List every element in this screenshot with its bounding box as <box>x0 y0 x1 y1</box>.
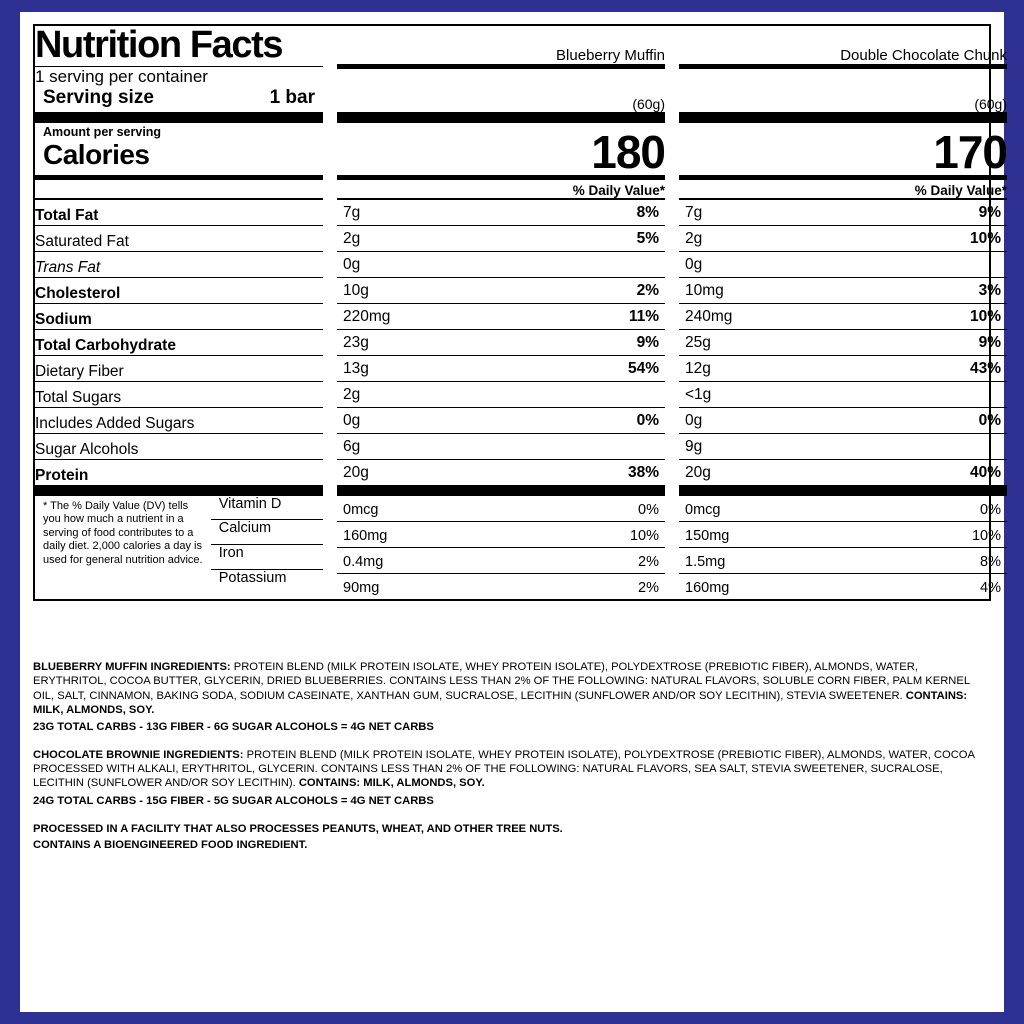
nutrient-amount: <1g <box>685 385 712 403</box>
table-row <box>35 355 1007 381</box>
nutrient-name: Protein <box>35 459 323 490</box>
vitamin-dv: 10% <box>629 527 659 544</box>
nutrient-dv: 9% <box>978 203 1001 221</box>
servings-per-container: 1 serving per container <box>35 66 323 87</box>
vitamin-amount: 160mg <box>685 579 730 596</box>
nutrient-values-2 <box>679 251 1007 277</box>
nutrient-dv: 54% <box>627 359 659 377</box>
vitamin-dv: 2% <box>638 579 659 596</box>
ingredients-heading: BLUEBERRY MUFFIN INGREDIENTS: <box>33 661 231 673</box>
column-name-2: Double Chocolate Chunk <box>679 26 1007 66</box>
ingredients-section <box>33 660 991 853</box>
vitamin-amount: 0mcg <box>685 501 721 518</box>
nutrient-values-1 <box>337 381 665 407</box>
nutrient-amount: 0g <box>685 411 703 429</box>
column-weight-2: (60g) <box>679 87 1007 118</box>
nutrient-values-1 <box>337 433 665 459</box>
nutrient-dv: 9% <box>978 333 1001 351</box>
nutrient-values-1 <box>337 329 665 355</box>
vitamin-dv: 4% <box>980 579 1001 596</box>
vitamin-dv: 10% <box>971 527 1001 544</box>
table-row <box>35 381 1007 407</box>
vitamin-values-1 <box>337 521 665 547</box>
table-row <box>35 407 1007 433</box>
ingredients-blueberry <box>33 660 991 735</box>
table-row <box>35 459 1007 490</box>
title-row <box>35 26 1007 66</box>
serving-size <box>35 87 323 118</box>
nutrient-name: Dietary Fiber <box>35 355 323 381</box>
nutrient-dv: 43% <box>969 359 1001 377</box>
nutrient-amount: 0g <box>685 255 703 273</box>
nutrient-dv: 2% <box>636 281 659 299</box>
daily-value-footnote <box>35 496 211 595</box>
nutrient-amount: 7g <box>685 203 703 221</box>
nutrient-amount: 20g <box>343 463 369 481</box>
nutrient-name: Total Fat <box>35 199 323 226</box>
table-row <box>35 303 1007 329</box>
column-name-1: Blueberry Muffin <box>337 26 665 66</box>
vitamin-values-2 <box>679 547 1007 573</box>
vitamin-name: Potassium <box>218 569 287 586</box>
nutrient-name: Total Carbohydrate <box>35 329 323 355</box>
column-weight-1: (60g) <box>337 87 665 118</box>
vitamin-amount: 0mcg <box>343 501 379 518</box>
nutrient-dv: 40% <box>969 463 1001 481</box>
nutrient-dv: 0% <box>636 411 659 429</box>
nutrient-values-2 <box>679 433 1007 459</box>
facility-disclaimer: PROCESSED IN A FACILITY THAT ALSO PROCESSES PEANUTS, WHEAT, AND OTHER TREE NUTS. <box>33 822 563 835</box>
label-card <box>20 12 1007 1012</box>
table-row <box>35 277 1007 303</box>
nutrient-name: Trans Fat <box>35 251 323 277</box>
table-row <box>35 329 1007 355</box>
nutrition-facts-table <box>35 26 1007 599</box>
vitamin-values-2 <box>679 490 1007 521</box>
nutrient-name: Total Sugars <box>35 381 323 407</box>
nutrient-amount: 23g <box>343 333 369 351</box>
nutrient-name: Sugar Alcohols <box>35 433 323 459</box>
nutrient-amount: 20g <box>685 463 711 481</box>
table-row <box>35 433 1007 459</box>
spacer-cell <box>679 66 1007 87</box>
nutrient-amount: 25g <box>685 333 711 351</box>
nutrient-values-2 <box>679 381 1007 407</box>
vitamin-name: Vitamin D <box>211 496 323 520</box>
vitamin-values-2 <box>679 573 1007 599</box>
nutrient-dv: 10% <box>969 229 1001 247</box>
nutrient-values-2 <box>679 355 1007 381</box>
nutrient-values-1 <box>337 199 665 226</box>
nutrient-amount: 240mg <box>685 307 733 325</box>
table-row <box>35 490 1007 521</box>
footnote-text: The % Daily Value (DV) tells you how much a nutrient in a serving of food contributes to a daily diet. 2,000 calories a day is used for general nutrition advice. <box>43 499 203 566</box>
servings-row <box>35 66 1007 87</box>
nutrient-amount: 220mg <box>343 307 391 325</box>
allergen-statement: CONTAINS: MILK, ALMONDS, SOY. <box>298 777 485 790</box>
table-row <box>35 225 1007 251</box>
nutrient-dv: 10% <box>969 307 1001 325</box>
vitamin-amount: 90mg <box>343 579 380 596</box>
bioengineered-disclaimer: CONTAINS A BIOENGINEERED FOOD INGREDIENT. <box>33 839 308 852</box>
nutrient-values-2 <box>679 277 1007 303</box>
page-title: Nutrition Facts <box>35 24 283 66</box>
net-carbs-line: 24G TOTAL CARBS - 15G FIBER - 5G SUGAR ALCOHOLS = 4G NET CARBS <box>33 794 434 807</box>
nutrient-amount: 12g <box>685 359 711 377</box>
daily-value-header-1: % Daily Value* <box>337 177 665 199</box>
footnote-and-vitamin-names <box>35 490 323 599</box>
table-row <box>35 199 1007 226</box>
calories-label: Calories <box>43 138 150 170</box>
vitamin-dv: 2% <box>638 553 659 570</box>
spacer-cell <box>337 66 665 87</box>
nutrient-name: Includes Added Sugars <box>35 407 323 433</box>
nutrient-dv: 8% <box>636 203 659 221</box>
nutrient-values-2 <box>679 303 1007 329</box>
allergen-statement: CONTAINS: MILK, ALMONDS, SOY. <box>33 689 968 716</box>
nutrient-dv: 0% <box>978 411 1001 429</box>
ingredients-chocolate <box>33 748 991 808</box>
daily-value-header-2: % Daily Value* <box>679 177 1007 199</box>
nutrient-amount: 2g <box>343 229 361 247</box>
daily-value-header-row <box>35 177 1007 199</box>
serving-size-row <box>35 87 1007 118</box>
calories-value-2: 170 <box>679 117 1007 177</box>
nutrient-dv: 5% <box>636 229 659 247</box>
table-row <box>35 251 1007 277</box>
nutrient-name: Saturated Fat <box>35 225 323 251</box>
serving-size-label: Serving size <box>43 86 154 108</box>
nutrient-amount: 2g <box>685 229 703 247</box>
nutrient-amount: 0g <box>343 411 361 429</box>
nutrient-amount: 10mg <box>685 281 724 299</box>
nutrition-facts-panel <box>33 24 1007 601</box>
nutrient-values-1 <box>337 459 665 490</box>
amount-per-serving: Amount per serving <box>43 124 162 139</box>
spacer-cell <box>35 177 323 199</box>
nutrient-values-1 <box>337 355 665 381</box>
ingredients-body: PROTEIN BLEND (MILK PROTEIN ISOLATE, WHEY PROTEIN ISOLATE), POLYDEXTROSE (PREBIOTIC FIBER), ALMONDS, WATER, COCOA PROCESSED WITH ALKALI, ERYTHRITOL, GLYCERIN. CONTAINS LESS THAN 2% OF THE FOLLOWING: NATURAL FLAVORS, SEA SALT, STEVIA SWEETENER, SUCRALOSE, LECITHIN (SUNFLOWER AND/OR SOY LECITHIN). <box>33 748 975 790</box>
vitamin-values-1 <box>337 573 665 599</box>
net-carbs-line: 23G TOTAL CARBS - 13G FIBER - 6G SUGAR ALCOHOLS = 4G NET CARBS <box>33 721 434 734</box>
serving-size-value: 1 bar <box>269 86 315 108</box>
nutrient-dv: 3% <box>978 281 1001 299</box>
calories-value-1: 180 <box>337 117 665 177</box>
vitamin-name-list <box>211 496 323 595</box>
calories-block <box>35 117 323 177</box>
nutrient-amount: 9g <box>685 437 703 455</box>
vitamin-dv: 8% <box>980 553 1001 570</box>
nutrient-name: Sodium <box>35 303 323 329</box>
nutrient-values-2 <box>679 407 1007 433</box>
nutrient-values-1 <box>337 303 665 329</box>
nutrient-values-1 <box>337 251 665 277</box>
vitamin-dv: 0% <box>980 501 1001 518</box>
vitamin-amount: 1.5mg <box>685 553 726 570</box>
calories-row <box>35 117 1007 177</box>
nutrient-dv: 11% <box>628 307 659 325</box>
nutrient-values-2 <box>679 199 1007 226</box>
vitamin-name: Calcium <box>211 520 323 545</box>
vitamin-values-1 <box>337 547 665 573</box>
vitamin-amount: 160mg <box>343 527 388 544</box>
nutrient-name: Cholesterol <box>35 277 323 303</box>
nutrient-amount: 6g <box>343 437 361 455</box>
nutrient-amount: 2g <box>343 385 361 403</box>
nutrient-values-1 <box>337 407 665 433</box>
nutrient-values-2 <box>679 459 1007 490</box>
nutrient-amount: 13g <box>343 359 369 377</box>
nutrient-dv: 9% <box>636 333 659 351</box>
footnote-asterisk: * <box>43 499 48 512</box>
ingredients-body: PROTEIN BLEND (MILK PROTEIN ISOLATE, WHEY PROTEIN ISOLATE), POLYDEXTROSE (PREBIOTIC FIBER), ALMONDS, WATER, ERYTHRITOL, COCOA BUTTER, GLYCERIN, DRIED BLUEBERRIES. CONTAINS LESS THAN 2% OF THE FOLLOWING: NATURAL FLAVORS, SOLUBLE CORN FIBER, PALM KERNEL OIL, SALT, CINNAMON, BAKING SODA, SODIUM CASEINATE, XANTHAN GUM, SUCRALOSE, LECITHIN (SUNFLOWER AND/OR SOY LECITHIN), STEVIA SWEETENER. <box>33 661 970 702</box>
nutrient-amount: 7g <box>343 203 361 221</box>
vitamin-dv: 0% <box>638 501 659 518</box>
vitamin-values-2 <box>679 521 1007 547</box>
ingredients-heading: CHOCOLATE BROWNIE INGREDIENTS: <box>33 748 244 761</box>
nutrient-values-1 <box>337 277 665 303</box>
vitamin-amount: 150mg <box>685 527 730 544</box>
nutrient-amount: 0g <box>343 255 361 273</box>
nutrient-values-2 <box>679 329 1007 355</box>
vitamin-amount: 0.4mg <box>343 553 384 570</box>
vitamin-name: Iron <box>211 545 323 570</box>
nutrient-values-1 <box>337 225 665 251</box>
vitamin-values-1 <box>337 490 665 521</box>
nutrient-values-2 <box>679 225 1007 251</box>
nutrient-dv: 38% <box>627 463 659 481</box>
nutrient-amount: 10g <box>343 281 369 299</box>
